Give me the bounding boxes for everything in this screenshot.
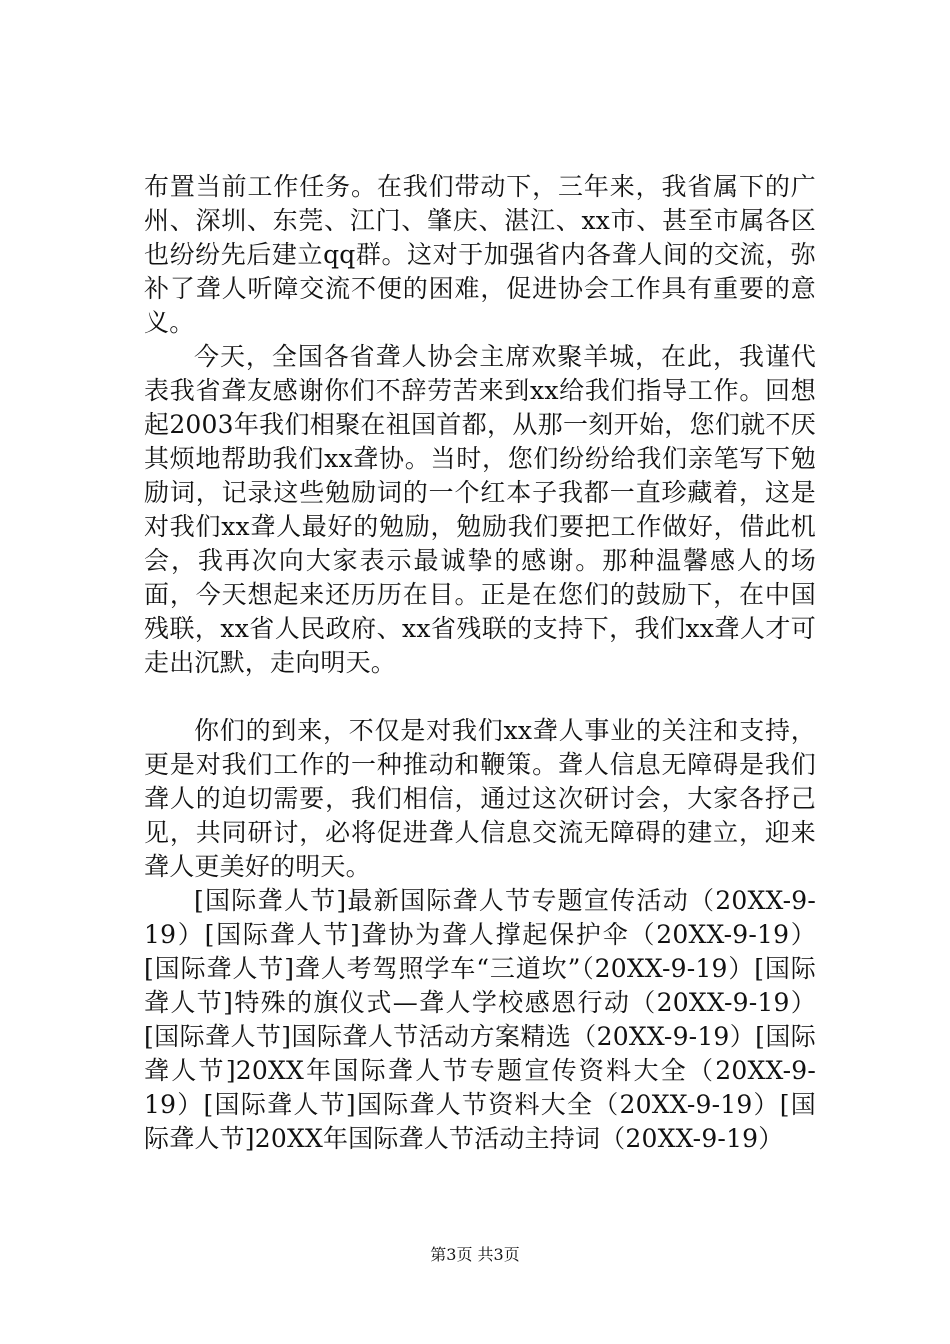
paragraph-closing: 你们的到来，不仅是对我们xx聋人事业的关注和支持，更是对我们工作的一种推动和鞭策。聋人信息无障碍是我们聋人的迫切需要，我们相信，通过这次研讨会，大家各抒己见，共同研讨，必将促进聋人信息交流无障碍的建立，迎来聋人更美好的明天。 xyxy=(144,716,816,881)
page-footer: 第3页 共3页 xyxy=(430,1245,520,1264)
document-body xyxy=(144,170,816,1156)
paragraph-welcome: 今天，全国各省聋人协会主席欢聚羊城，在此，我谨代表我省聋友感谢你们不辞劳苦来到xx给我们指导工作。回想起2003年我们相聚在祖国首都，从那一刻开始，您们就不厌其烦地帮助我们xx聋协。当时，您们纷纷给我们亲笔写下勉励词，记录这些勉励词的一个红本子我都一直珍藏着，这是对我们xx聋人最好的勉励，勉励我们要把工作做好，借此机会，我再次向大家表示最诚挚的感谢。那种温馨感人的场面，今天想起来还历历在目。正是在您们的鼓励下，在中国残联，xx省人民政府、xx省残联的支持下，我们xx聋人才可走出沉默，走向明天。 xyxy=(144,342,816,677)
paragraph-related-links: [国际聋人节]最新国际聋人节专题宣传活动（20XX-9-19）[国际聋人节]聋协为聋人撑起保护伞（20XX-9-19）[国际聋人节]聋人考驾照学车“三道坎”（20XX-9-19）[国际聋人节]特殊的旗仪式—聋人学校感恩行动（20XX-9-19）[国际聋人节]国际聋人节活动方案精选（20XX-9-19）[国际聋人节]20XX年国际聋人节专题宣传资料大全（20XX-9-19）[国际聋人节]国际聋人节资料大全（20XX-9-19）[国际聋人节]20XX年国际聋人节活动主持词（20XX-9-19） xyxy=(144,886,816,1153)
paragraph-continuation: 布置当前工作任务。在我们带动下，三年来，我省属下的广州、深圳、东莞、江门、肇庆、湛江、xx市、甚至市属各区也纷纷先后建立qq群。这对于加强省内各聋人间的交流，弥补了聋人听障交流不便的困难，促进协会工作具有重要的意义。 xyxy=(144,172,816,337)
